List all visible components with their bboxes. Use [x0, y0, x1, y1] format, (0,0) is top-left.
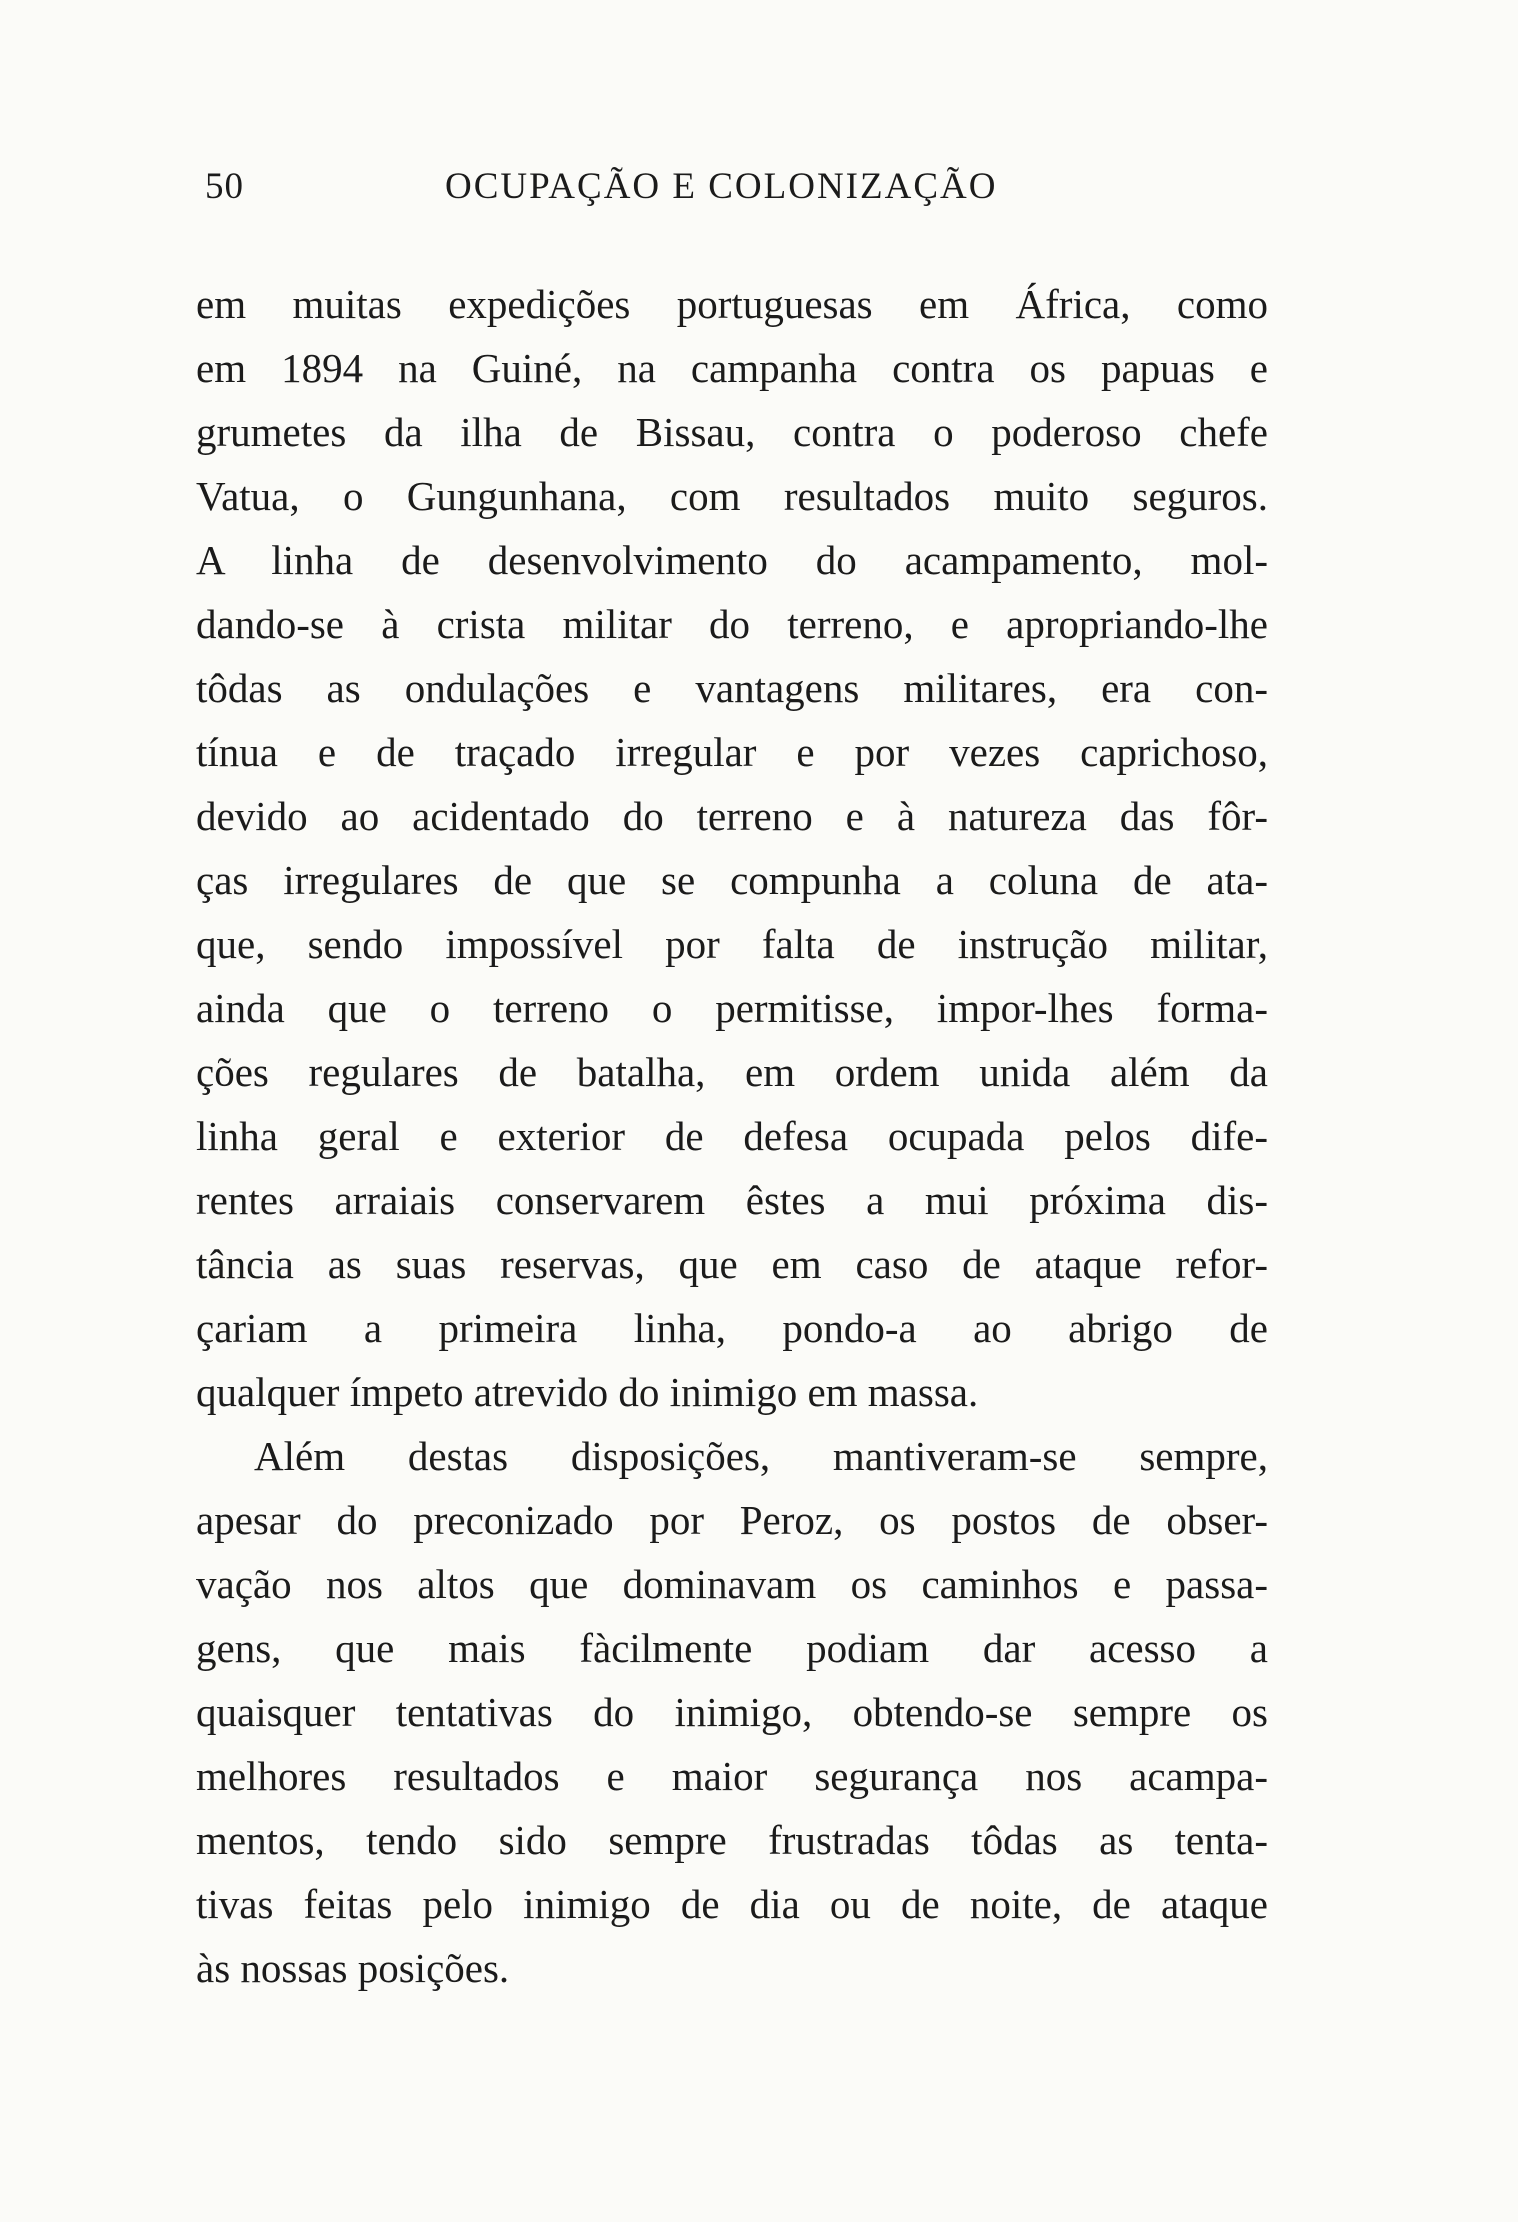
text-line: apesar do preconizado por Peroz, os postos de obser-	[196, 1497, 1268, 1543]
text-line: dando-se à crista militar do terreno, e apropriando-lhe	[196, 601, 1268, 647]
text-line: A linha de desenvolvimento do acampamento, mol-	[196, 537, 1268, 583]
page-number: 50	[205, 166, 244, 207]
running-title: OCUPAÇÃO E COLONIZAÇÃO	[445, 166, 998, 207]
text-line: melhores resultados e maior segurança nos acampa-	[196, 1753, 1268, 1799]
text-line: grumetes da ilha de Bissau, contra o poderoso chefe	[196, 409, 1268, 455]
text-line: gens, que mais fàcilmente podiam dar acesso a	[196, 1625, 1268, 1671]
text-line: qualquer ímpeto atrevido do inimigo em massa.	[196, 1369, 979, 1415]
text-line: que, sendo impossível por falta de instrução militar,	[196, 921, 1268, 967]
text-line: linha geral e exterior de defesa ocupada pelos dife-	[196, 1113, 1268, 1159]
text-line: ainda que o terreno o permitisse, impor-lhes forma-	[196, 985, 1268, 1031]
text-line: vação nos altos que dominavam os caminhos e passa-	[196, 1561, 1268, 1607]
text-line: çariam a primeira linha, pondo-a ao abrigo de	[196, 1305, 1268, 1351]
text-line: Vatua, o Gungunhana, com resultados muito seguros.	[196, 473, 1268, 519]
text-line: tância as suas reservas, que em caso de ataque refor-	[196, 1241, 1268, 1287]
text-line: Além destas disposições, mantiveram-se sempre,	[254, 1433, 1268, 1479]
text-line: quaisquer tentativas do inimigo, obtendo-se sempre os	[196, 1689, 1268, 1735]
text-line: em 1894 na Guiné, na campanha contra os papuas e	[196, 345, 1268, 391]
text-line: rentes arraiais conservarem êstes a mui próxima dis-	[196, 1177, 1268, 1223]
text-line: ças irregulares de que se compunha a coluna de ata-	[196, 857, 1268, 903]
text-line: mentos, tendo sido sempre frustradas tôdas as tenta-	[196, 1817, 1268, 1863]
text-line: tivas feitas pelo inimigo de dia ou de noite, de ataque	[196, 1881, 1268, 1927]
page-header	[205, 165, 1255, 217]
text-line: tôdas as ondulações e vantagens militares, era con-	[196, 665, 1268, 711]
body-text	[196, 272, 1268, 2000]
text-line: às nossas posições.	[196, 1945, 510, 1991]
text-line: em muitas expedições portuguesas em África, como	[196, 281, 1268, 327]
text-line: ções regulares de batalha, em ordem unida além da	[196, 1049, 1268, 1095]
text-line: devido ao acidentado do terreno e à natureza das fôr-	[196, 793, 1268, 839]
text-line: tínua e de traçado irregular e por vezes caprichoso,	[196, 729, 1268, 775]
